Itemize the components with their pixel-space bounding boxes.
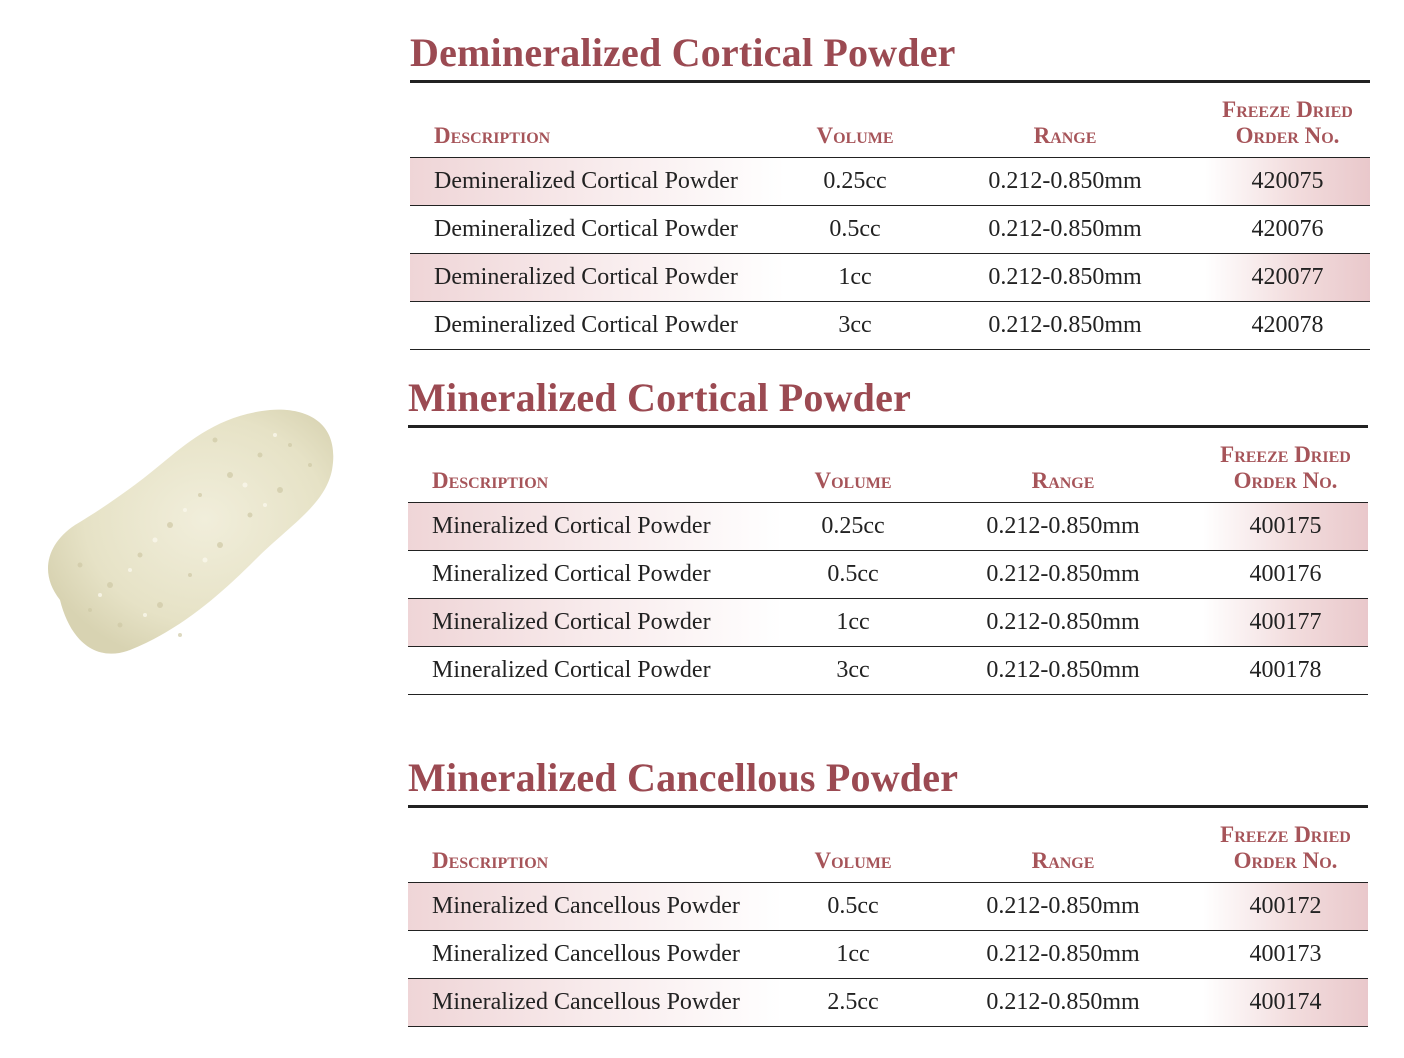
cell-order-no: 400178 <box>1203 647 1368 695</box>
product-table <box>408 805 1368 1027</box>
table-row <box>408 883 1368 931</box>
header-order-no <box>1203 427 1368 503</box>
cell-range: 0.212-0.850mm <box>923 503 1203 551</box>
cell-order-no: 400177 <box>1203 599 1368 647</box>
cell-range: 0.212-0.850mm <box>923 979 1203 1027</box>
header-order-line2: Order No. <box>1233 468 1338 493</box>
cell-description: Mineralized Cortical Powder <box>408 599 783 647</box>
table-row <box>408 551 1368 599</box>
cell-order-no: 420075 <box>1205 158 1370 206</box>
cell-range: 0.212-0.850mm <box>925 206 1205 254</box>
header-order-no <box>1203 807 1368 883</box>
header-order-line1: Freeze Dried <box>1222 97 1353 122</box>
cell-description: Mineralized Cortical Powder <box>408 647 783 695</box>
cell-order-no: 400174 <box>1203 979 1368 1027</box>
cell-order-no: 420076 <box>1205 206 1370 254</box>
cell-range: 0.212-0.850mm <box>925 254 1205 302</box>
cell-volume: 0.25cc <box>785 158 925 206</box>
section-demineralized-cortical <box>410 30 1370 350</box>
header-description: Description <box>408 807 783 883</box>
table-header-row <box>408 427 1368 503</box>
cell-range: 0.212-0.850mm <box>923 599 1203 647</box>
table-row <box>410 254 1370 302</box>
header-range: Range <box>923 427 1203 503</box>
cell-description: Demineralized Cortical Powder <box>410 158 785 206</box>
cell-range: 0.212-0.850mm <box>923 883 1203 931</box>
cell-order-no: 400173 <box>1203 931 1368 979</box>
cell-order-no: 400172 <box>1203 883 1368 931</box>
header-range: Range <box>923 807 1203 883</box>
cell-volume: 1cc <box>783 599 923 647</box>
table-row <box>408 979 1368 1027</box>
cell-order-no: 400175 <box>1203 503 1368 551</box>
cell-volume: 0.5cc <box>783 883 923 931</box>
header-volume: Volume <box>783 427 923 503</box>
table-row <box>410 206 1370 254</box>
section-title: Mineralized Cancellous Powder <box>408 755 959 800</box>
cell-order-no: 420077 <box>1205 254 1370 302</box>
cell-volume: 3cc <box>783 647 923 695</box>
cell-volume: 1cc <box>785 254 925 302</box>
cell-description: Mineralized Cancellous Powder <box>408 883 783 931</box>
cell-order-no: 420078 <box>1205 302 1370 350</box>
powder-product-image <box>20 395 350 675</box>
cell-volume: 3cc <box>785 302 925 350</box>
cell-range: 0.212-0.850mm <box>925 158 1205 206</box>
header-volume: Volume <box>783 807 923 883</box>
header-order-line1: Freeze Dried <box>1220 822 1351 847</box>
section-title: Demineralized Cortical Powder <box>410 30 956 75</box>
header-order-no <box>1205 82 1370 158</box>
cell-description: Mineralized Cortical Powder <box>408 551 783 599</box>
cell-range: 0.212-0.850mm <box>925 302 1205 350</box>
header-description: Description <box>408 427 783 503</box>
table-header-row <box>410 82 1370 158</box>
cell-volume: 0.25cc <box>783 503 923 551</box>
cell-range: 0.212-0.850mm <box>923 551 1203 599</box>
table-row <box>408 503 1368 551</box>
header-order-line1: Freeze Dried <box>1220 442 1351 467</box>
cell-description: Mineralized Cancellous Powder <box>408 979 783 1027</box>
cell-description: Mineralized Cancellous Powder <box>408 931 783 979</box>
cell-range: 0.212-0.850mm <box>923 647 1203 695</box>
cell-volume: 1cc <box>783 931 923 979</box>
product-table <box>410 80 1370 350</box>
table-header-row <box>408 807 1368 883</box>
table-row <box>410 158 1370 206</box>
cell-volume: 0.5cc <box>783 551 923 599</box>
cell-description: Demineralized Cortical Powder <box>410 302 785 350</box>
cell-order-no: 400176 <box>1203 551 1368 599</box>
section-mineralized-cortical <box>408 375 1368 695</box>
cell-description: Demineralized Cortical Powder <box>410 206 785 254</box>
product-table <box>408 425 1368 695</box>
header-volume: Volume <box>785 82 925 158</box>
table-row <box>408 599 1368 647</box>
header-description: Description <box>410 82 785 158</box>
cell-description: Demineralized Cortical Powder <box>410 254 785 302</box>
header-range: Range <box>925 82 1205 158</box>
table-row <box>408 931 1368 979</box>
cell-range: 0.212-0.850mm <box>923 931 1203 979</box>
header-order-line2: Order No. <box>1235 123 1340 148</box>
section-title: Mineralized Cortical Powder <box>408 375 912 420</box>
table-row <box>410 302 1370 350</box>
cell-volume: 0.5cc <box>785 206 925 254</box>
section-mineralized-cancellous <box>408 755 1368 1027</box>
cell-volume: 2.5cc <box>783 979 923 1027</box>
cell-description: Mineralized Cortical Powder <box>408 503 783 551</box>
header-order-line2: Order No. <box>1233 848 1338 873</box>
table-row <box>408 647 1368 695</box>
